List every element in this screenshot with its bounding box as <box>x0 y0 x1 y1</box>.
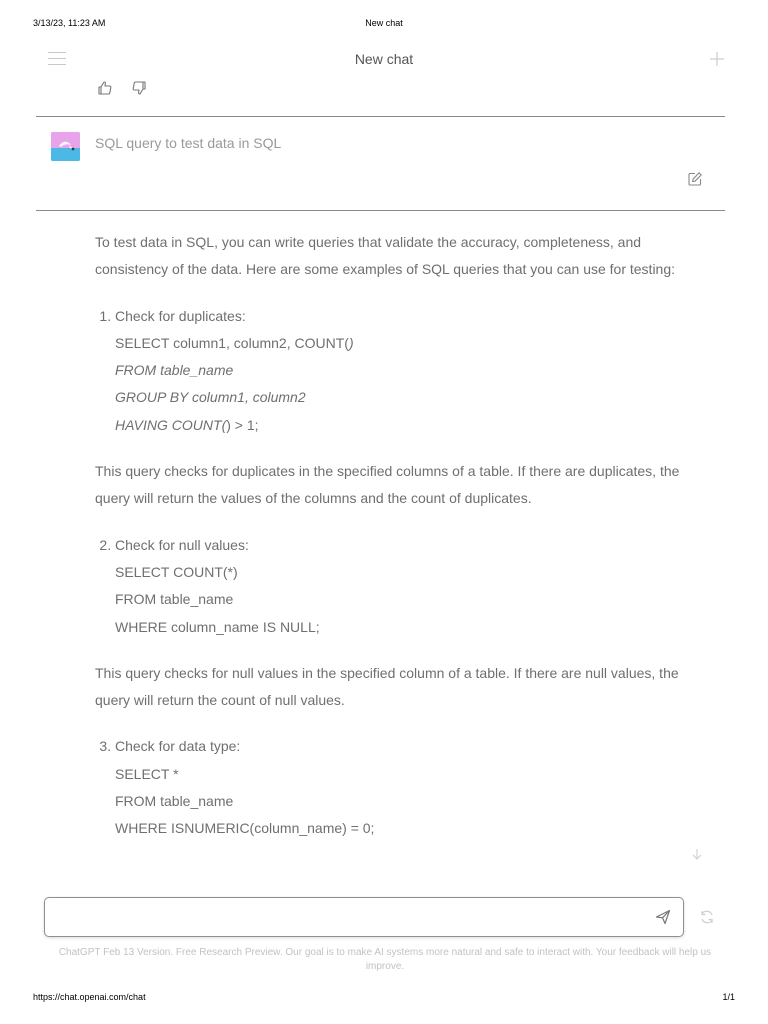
send-icon[interactable] <box>655 909 671 925</box>
list-item <box>115 303 705 439</box>
code-line: FROM table_name <box>115 793 234 810</box>
code-line: FROM table_name <box>115 362 234 379</box>
response-list-1 <box>95 303 705 439</box>
refresh-icon[interactable] <box>699 909 715 925</box>
code-text: SELECT column1, column2, COUNT( <box>115 334 349 351</box>
item-title: 3. Check for data type: <box>115 738 241 755</box>
response-list-3 <box>95 733 705 842</box>
code-line: FROM table_name <box>115 591 234 608</box>
code-text: HAVING COUNT( <box>115 416 227 433</box>
print-title: New chat <box>365 18 403 28</box>
list-item <box>115 733 705 842</box>
print-footer <box>33 992 735 1006</box>
code-line: SELECT COUNT(*) <box>115 563 238 580</box>
code-line <box>115 412 705 439</box>
code-line: GROUP BY column1, column2 <box>115 389 306 406</box>
divider-top <box>36 116 725 117</box>
message-input[interactable] <box>55 906 639 930</box>
edit-icon[interactable] <box>687 171 703 187</box>
thumbs-up-icon[interactable] <box>97 80 113 96</box>
code-line <box>115 330 705 357</box>
user-message: SQL query to test data in SQL <box>95 135 282 151</box>
list-item <box>115 532 705 641</box>
response-note-1: This query checks for duplicates in the specified columns of a table. If there are duplicates, the query will return the values of the columns and the count of duplicates. <box>95 463 680 507</box>
response-note-2: This query checks for null values in the specified column of a table. If there are null values, the query will return the count of null values. <box>95 664 679 709</box>
thumbs-down-icon[interactable] <box>131 80 147 96</box>
print-url: https://chat.openai.com/chat <box>33 992 146 1002</box>
print-pager: 1/1 <box>722 992 735 1002</box>
user-avatar <box>51 132 80 161</box>
feedback-row <box>97 80 161 100</box>
response-intro: To test data in SQL, you can write queries that validate the accuracy, completeness, and consistency of the data. Here are some examples of SQL queries that you can use for testing: <box>95 234 676 278</box>
print-date: 3/13/23, 11:23 AM <box>33 18 106 28</box>
print-header <box>33 18 735 32</box>
response-list-2 <box>95 532 705 641</box>
divider-middle <box>36 210 725 211</box>
code-line: SELECT * <box>115 765 179 782</box>
arrow-down-icon[interactable] <box>690 847 704 861</box>
app-header <box>36 44 732 76</box>
code-line: WHERE ISNUMERIC(column_name) = 0; <box>115 820 375 837</box>
item-title: 2. Check for null values: <box>115 536 249 553</box>
plus-icon[interactable] <box>708 50 726 68</box>
code-text: ) <box>226 416 231 433</box>
disclaimer: ChatGPT Feb 13 Version. Free Research Preview. Our goal is to make AI systems more natural and safe to interact with. Your feedback will help us improve. <box>58 947 712 972</box>
item-title: 1. Check for duplicates: <box>115 307 246 324</box>
message-composer <box>44 897 684 937</box>
chat-title: New chat <box>354 51 414 67</box>
code-line: WHERE column_name IS NULL; <box>115 618 320 635</box>
code-text: > 1; <box>230 416 259 433</box>
code-text: ) <box>348 334 354 351</box>
assistant-response <box>95 229 705 862</box>
